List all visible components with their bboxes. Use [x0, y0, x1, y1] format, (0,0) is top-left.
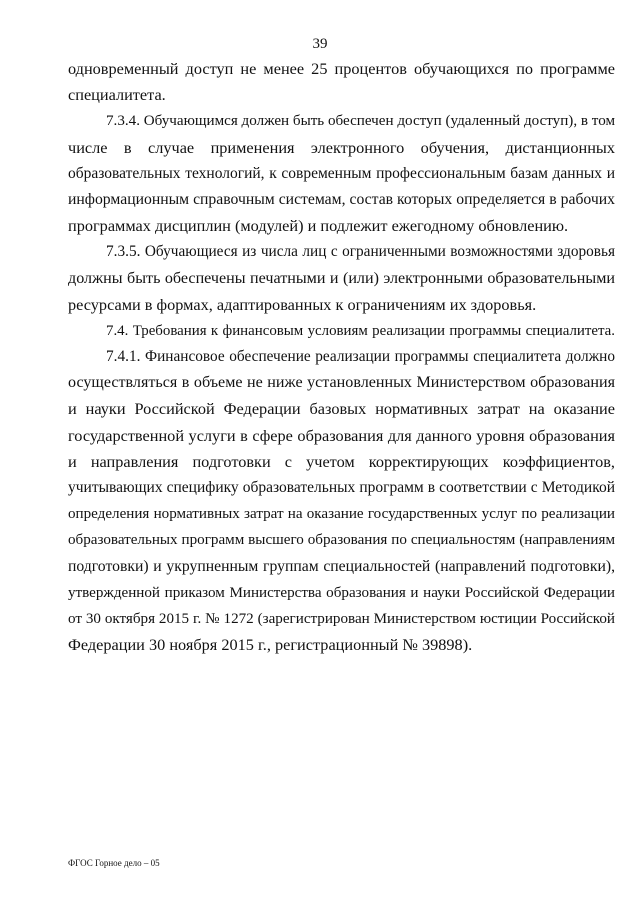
text-line: утвержденной приказом Министерства образования и науки Российской Федерации	[68, 584, 615, 601]
text-line: программах дисциплин (модулей) и подлежит ежегодному обновлению.	[68, 216, 569, 236]
text-line: специалитета.	[68, 85, 166, 105]
text-line: одновременный доступ не менее 25 процентов обучающихся по программе	[68, 59, 615, 78]
text-line: образовательных технологий, к современным профессиональным базам данных и	[68, 164, 615, 182]
text-line: подготовки) и укрупненным группам специальностей (направлений подготовки),	[68, 557, 615, 575]
footer-label: ФГОС Горное дело – 05	[68, 858, 160, 868]
text-line: учитывающих специфику образовательных программ в соответствии с Методикой	[68, 479, 615, 496]
text-line: и направления подготовки с учетом корректирующих коэффициентов,	[68, 451, 615, 471]
text-line: от 30 октября 2015 г. № 1272 (зарегистрирован Министерством юстиции Российской	[68, 610, 615, 627]
text-line: и науки Российской Федерации базовых нормативных затрат на оказание	[68, 399, 615, 419]
text-line: образовательных программ высшего образования по специальностям (направлениям	[68, 532, 615, 549]
text-line: Федерации 30 ноября 2015 г., регистрационный № 39898).	[68, 635, 473, 655]
text-line: информационным справочным системам, состав которых определяется в рабочих	[68, 190, 615, 208]
text-line: 7.3.4. Обучающимся должен быть обеспечен доступ (удаленный доступ), в том	[106, 113, 615, 130]
text-line: ресурсами в формах, адаптированных к ограничениям их здоровья.	[68, 294, 537, 314]
text-line: определения нормативных затрат на оказание государственных услуг по реализации	[68, 506, 615, 523]
text-line: 7.3.5. Обучающиеся из числа лиц с ограниченными возможностями здоровья	[106, 243, 615, 261]
text-line: осуществляться в объеме не ниже установленных Министерством образования	[68, 374, 615, 392]
text-line: числе в случае применения электронного обучения, дистанционных	[68, 137, 615, 157]
text-line: 7.4. Требования к финансовым условиям реализации программы специалитета.	[106, 322, 615, 339]
document-body	[68, 56, 615, 658]
text-line: 7.4.1. Финансовое обеспечение реализации программы специалитета должно	[106, 348, 615, 366]
text-line: государственной услуги в сфере образования для данного уровня образования	[68, 425, 615, 445]
page-number: 39	[312, 36, 328, 52]
text-line: должны быть обеспечены печатными и (или) электронными образовательными	[68, 269, 615, 287]
